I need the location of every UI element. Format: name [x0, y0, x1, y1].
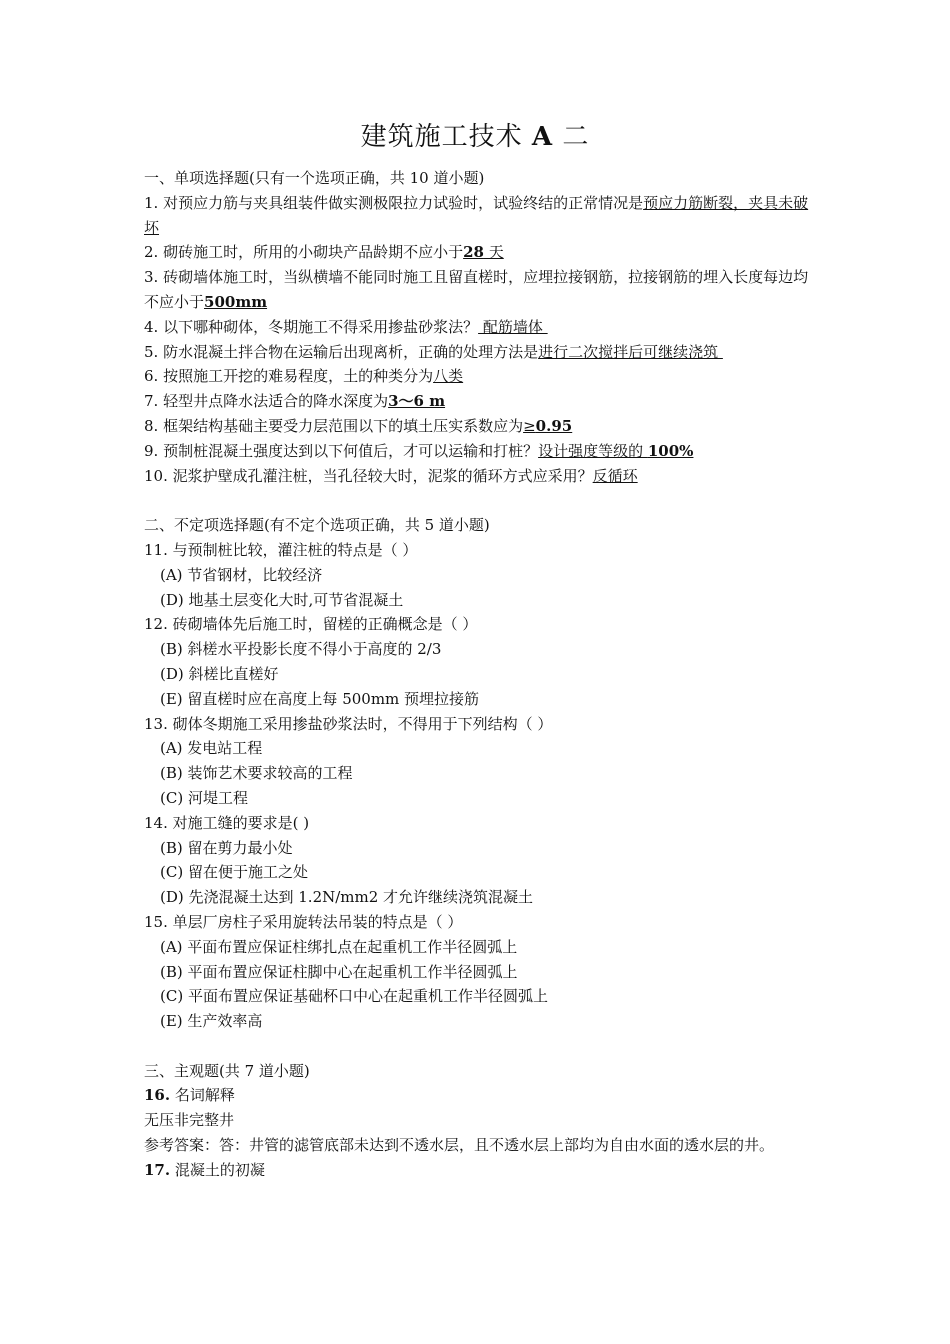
option: (A) 节省钢材，比较经济 [160, 565, 323, 584]
section-heading: 三、主观题(共 7 道小题) [144, 1061, 310, 1080]
question-15: 15. 单层厂房柱子采用旋转法吊装的特点是（ ） [144, 912, 463, 931]
title-suffix: 二 [562, 122, 590, 152]
question-10: 10. 泥浆护壁成孔灌注桩，当孔径较大时，泥浆的循环方式应采用？反循环 [144, 466, 638, 485]
section-heading: 一、单项选择题(只有一个选项正确，共 10 道小题) [144, 169, 485, 187]
title-bold: A [531, 122, 554, 152]
option: (C) 留在便于施工之处 [160, 863, 308, 882]
question-4: 4. 以下哪种砌体，冬期施工不得采用掺盐砂浆法？ 配筋墙体 [144, 317, 548, 336]
answer: 反循环 [592, 466, 638, 485]
spacer [144, 1034, 812, 1059]
option: (D) 先浇混凝土达到 1.2N/mm2 才允许继续浇筑混凝土 [160, 888, 534, 907]
answer: 设计强度等级的 100% [538, 441, 694, 460]
section-heading: 二、不定项选择题(有不定个选项正确，共 5 道小题) [144, 516, 490, 535]
option: (E) 生产效率高 [160, 1012, 263, 1031]
option: (C) 河堤工程 [160, 788, 248, 807]
answer: 进行二次搅拌后可继续浇筑 [538, 342, 723, 361]
document-body [144, 166, 812, 1183]
question-6: 6. 按照施工开挖的难易程度，土的种类分为八类 [144, 367, 464, 386]
option: (B) 装饰艺术要求较高的工程 [160, 764, 353, 783]
option: (C) 平面布置应保证基础杯口中心在起重机工作半径圆弧上 [160, 987, 548, 1006]
question-12: 12. 砖砌墙体先后施工时，留槎的正确概念是（ ） [144, 615, 478, 634]
option: (D) 斜槎比直槎好 [160, 664, 279, 683]
question-13: 13. 砌体冬期施工采用掺盐砂浆法时，不得用于下列结构（ ） [144, 714, 553, 733]
question-5: 5. 防水混凝土拌合物在运输后出现离析，正确的处理方法是进行二次搅拌后可继续浇筑 [144, 342, 723, 361]
option: (B) 斜槎水平投影长度不得小于高度的 2/3 [160, 640, 442, 659]
option: (A) 发电站工程 [160, 739, 263, 758]
answer: 预应力筋断裂，夹具未破坏 [144, 193, 809, 237]
question-7: 7. 轻型井点降水法适合的降水深度为3～6 m [144, 392, 446, 411]
reference-answer: 参考答案：答：井管的滤管底部未达到不透水层，且不透水层上部均为自由水面的透水层的井。 [144, 1136, 775, 1155]
answer: ≥0.95 [523, 416, 573, 435]
answer: 3～6 m [388, 392, 446, 411]
option: (D) 地基土层变化大时,可节省混凝土 [160, 590, 404, 609]
question-9: 9. 预制桩混凝土强度达到以下何值后，才可以运输和打桩？设计强度等级的 100% [144, 441, 694, 460]
question-8: 8. 框架结构基础主要受力层范围以下的填土压实系数应为≥0.95 [144, 416, 573, 435]
answer: 500mm [204, 292, 268, 311]
spacer [144, 488, 812, 513]
title-main: 建筑施工技术 [360, 122, 523, 152]
question-11: 11. 与预制桩比较，灌注桩的特点是（ ） [144, 540, 418, 559]
question-2: 2. 砌砖施工时，所用的小砌块产品龄期不应小于28 天 [144, 243, 504, 262]
question-1: 1. 对预应力筋与夹具组装件做实测极限拉力试验时，试验终结的正常情况是预应力筋断裂，夹具未破坏 [144, 193, 809, 237]
answer: 28 天 [463, 243, 504, 262]
answer: 八类 [433, 367, 464, 386]
question-17: 17. 混凝土的初凝 [144, 1160, 265, 1179]
option: (E) 留直槎时应在高度上每 500mm 预埋拉接筋 [160, 689, 480, 708]
question-16: 16. 名词解释 [144, 1086, 235, 1105]
option: (A) 平面布置应保证柱绑扎点在起重机工作半径圆弧上 [160, 937, 518, 956]
term: 无压非完整井 [144, 1111, 235, 1130]
document-title [0, 116, 950, 153]
option: (B) 留在剪力最小处 [160, 838, 293, 857]
answer: 配筋墙体 [478, 317, 548, 336]
option: (B) 平面布置应保证柱脚中心在起重机工作半径圆弧上 [160, 962, 518, 981]
question-3: 3. 砖砌墙体施工时，当纵横墙不能同时施工且留直槎时，应埋拉接钢筋，拉接钢筋的埋入长度每边均不应小于500mm [144, 268, 809, 311]
question-14: 14. 对施工缝的要求是( ) [144, 813, 310, 832]
